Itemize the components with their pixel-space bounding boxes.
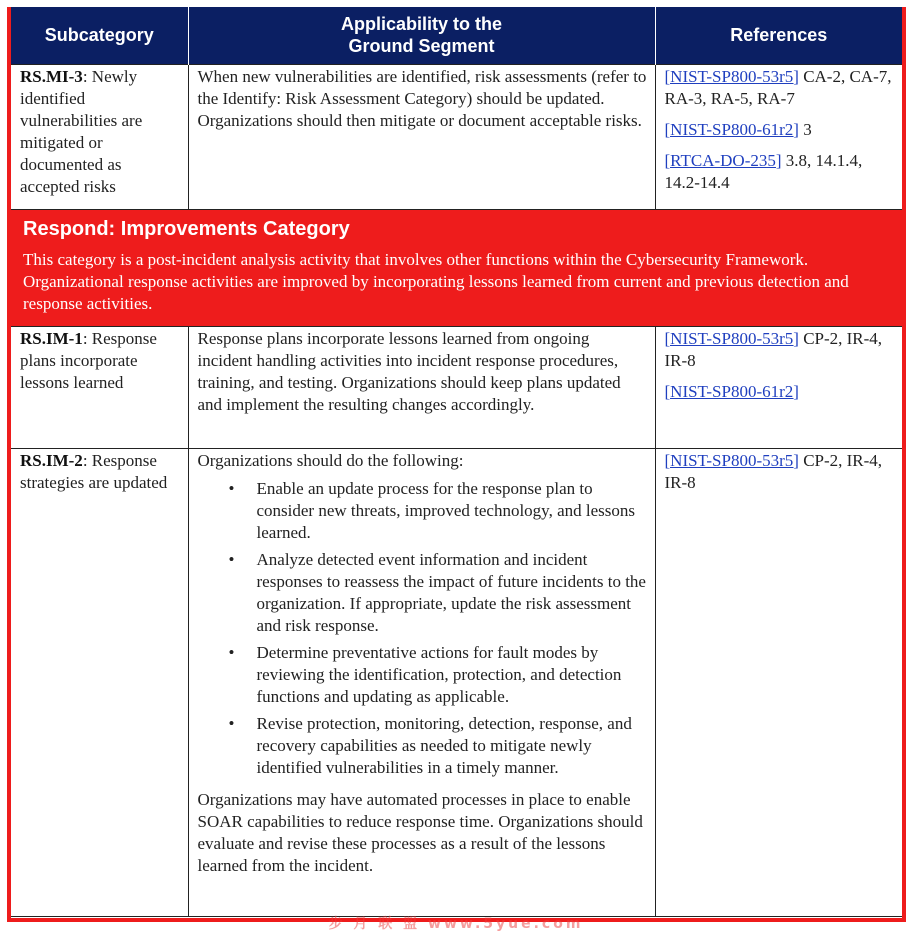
- list-item-text: Analyze detected event information and incident responses to reassess the impact of future incidents to the organization. If appropriate, update the risk assessment and risk response.: [256, 549, 646, 635]
- bullet-icon: •: [228, 642, 235, 662]
- subcategory-id: RS.IM-2: [20, 450, 83, 470]
- applicability-cell: [188, 64, 655, 209]
- reference-item: [665, 328, 895, 372]
- applicability-cell: [188, 448, 655, 916]
- table-row: [11, 326, 902, 448]
- reference-link[interactable]: [NIST-SP800-53r5]: [664, 450, 799, 470]
- header-references: References: [655, 7, 902, 64]
- bullet-icon: •: [228, 713, 235, 733]
- subcategory-id: RS.IM-1: [20, 328, 83, 348]
- table-header-row: [11, 7, 902, 64]
- subcategory-cell: [11, 326, 188, 448]
- list-item: [198, 713, 647, 779]
- reference-item: [665, 66, 895, 110]
- references-cell: [655, 448, 902, 916]
- category-description: This category is a post-incident analysis activity that involves other functions within the Cybersecurity Framework. Organizational response activities are improved by incorporating lessons learned from current and previous detection and response activities.: [23, 249, 849, 313]
- applicability-cell: [188, 326, 655, 448]
- reference-link[interactable]: [NIST-SP800-61r2]: [664, 381, 799, 401]
- category-row: [11, 209, 902, 326]
- references-cell: [655, 326, 902, 448]
- reference-link[interactable]: [NIST-SP800-53r5]: [664, 66, 799, 86]
- requirements-table-frame: [7, 7, 906, 922]
- reference-link[interactable]: [NIST-SP800-53r5]: [664, 328, 799, 348]
- applicability-text: When new vulnerabilities are identified, risk assessments (refer to the Identify: Risk Assessment Category) should be updated. Organizations should then mitigate or document acceptable risks.: [197, 66, 647, 130]
- reference-item: [665, 381, 895, 403]
- list-item: [198, 549, 647, 637]
- reference-detail: 3: [798, 119, 812, 139]
- subcategory-id: RS.MI-3: [20, 66, 83, 86]
- subcategory-label: : Response strategies are updated: [20, 450, 168, 492]
- subcategory-label: : Newly identified vulnerabilities are mitigated or documented as accepted risks: [20, 66, 143, 196]
- reference-detail: 3.8, 14.1.4, 14.2-14.4: [664, 150, 863, 192]
- reference-detail: CP-2, IR-4, IR-8: [664, 450, 883, 492]
- category-cell: [11, 209, 902, 326]
- reference-item: [665, 150, 895, 194]
- header-applicability: [188, 7, 655, 64]
- table-row: [11, 448, 902, 916]
- header-subcategory: Subcategory: [11, 7, 188, 64]
- table-row: [11, 64, 902, 209]
- reference-detail: CA-2, CA-7, RA-3, RA-5, RA-7: [664, 66, 892, 108]
- applicability-intro: Organizations should do the following:: [197, 450, 464, 470]
- requirements-table: [11, 7, 902, 917]
- list-item-text: Enable an update process for the response plan to consider new threats, improved technology, and lessons learned.: [256, 478, 635, 542]
- bullet-icon: •: [228, 549, 235, 569]
- category-title: Respond: Improvements Category: [23, 217, 350, 240]
- reference-item: [665, 450, 895, 494]
- reference-link[interactable]: [RTCA-DO-235]: [664, 150, 782, 170]
- applicability-closing: Organizations may have automated processes in place to enable SOAR capabilities to reduce response time. Organizations should evaluate and revise these processes as a result of the lessons learned from the incident.: [197, 789, 643, 875]
- list-item: [198, 478, 647, 544]
- applicability-text: Response plans incorporate lessons learned from ongoing incident handling activities into incident response procedures, training, and testing. Organizations should keep plans updated and implement the resulting changes accordingly.: [197, 328, 621, 414]
- header-applicability-line2: Ground Segment: [348, 36, 495, 57]
- list-item: [198, 642, 647, 708]
- references-cell: [655, 64, 902, 209]
- reference-detail: CP-2, IR-4, IR-8: [664, 328, 883, 370]
- watermark: 步 月 联 盟 www.5yue.com: [328, 916, 584, 932]
- subcategory-label: : Response plans incorporate lessons learned: [20, 328, 157, 392]
- list-item-text: Determine preventative actions for fault modes by reviewing the identification, protection, and detection functions and updating as applicable.: [256, 642, 622, 706]
- subcategory-cell: [11, 448, 188, 916]
- bullet-icon: •: [228, 478, 235, 498]
- list-item-text: Revise protection, monitoring, detection, response, and recovery capabilities as needed to mitigate newly identified vulnerabilities in a timely manner.: [256, 713, 632, 777]
- reference-link[interactable]: [NIST-SP800-61r2]: [664, 119, 799, 139]
- subcategory-cell: [11, 64, 188, 209]
- reference-item: [665, 119, 895, 141]
- header-applicability-line1: Applicability to the: [340, 14, 502, 35]
- action-list: [198, 478, 647, 779]
